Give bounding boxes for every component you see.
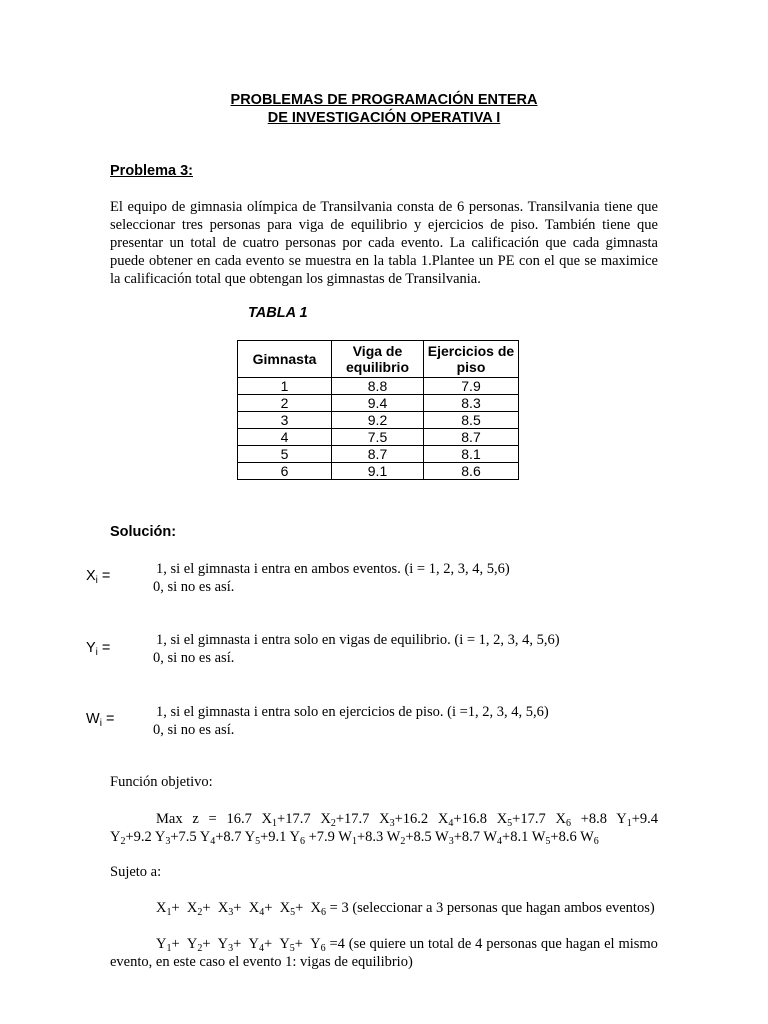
table-caption: TABLA 1 bbox=[248, 305, 308, 321]
table-row bbox=[238, 395, 519, 412]
definition-label-x bbox=[86, 568, 110, 584]
table-row bbox=[238, 412, 519, 429]
equals-sign: = bbox=[101, 711, 115, 727]
constraint-2: $Y_1+ Y_2+ Y_3+ Y_4+ Y_5+ Y_6 =4$ (se quiere un total de 4 personas que hagan el mismo evento, en este caso el evento 1: vigas de equilibrio) bbox=[110, 936, 658, 970]
table-header-gimnasta: Gimnasta bbox=[238, 341, 332, 378]
variable-subscript: i bbox=[95, 647, 98, 658]
variable-subscript: i bbox=[95, 575, 98, 586]
table-cell: 6 bbox=[238, 463, 332, 480]
table-header-row bbox=[238, 341, 519, 378]
objective-label: Función objetivo: bbox=[110, 774, 213, 790]
variable-name: X bbox=[86, 568, 96, 584]
table-cell: 3 bbox=[238, 412, 332, 429]
variable-name: W bbox=[86, 711, 100, 727]
objective-function: Max z = 16.7 $X_1+17.7$ $X_2+17.7$ $X_3+16.2$ $X_4+16.8$ $X_5+17.7$ $X_6 +8.8$ $Y_1+9.4$ $Y_2+9.2$ $Y_3+7.5$ $Y_4+8.7$ $Y_5+9.1$ $Y_6 +7.9$ $W_1+8.3$ $W_2+8.5$ $W_3+8.7$ $W_4+8.1$ $W_5+8.6$ $W_6$ bbox=[110, 811, 658, 847]
table-header-viga: Viga de equilibrio bbox=[332, 341, 424, 378]
variable-name: Y bbox=[86, 640, 96, 656]
table-row bbox=[238, 463, 519, 480]
table-cell: 8.5 bbox=[424, 412, 519, 429]
subject-to-label: Sujeto a: bbox=[110, 864, 162, 880]
table-header-piso: Ejercicios de piso bbox=[424, 341, 519, 378]
table-cell: 9.4 bbox=[332, 395, 424, 412]
definition-label-w bbox=[86, 711, 114, 727]
table-cell: 8.1 bbox=[424, 446, 519, 463]
table-cell: 8.7 bbox=[332, 446, 424, 463]
definition-w-line-2: 0, si no es así. bbox=[153, 722, 235, 738]
table-cell: 2 bbox=[238, 395, 332, 412]
definition-label-y bbox=[86, 640, 110, 656]
scores-table bbox=[237, 340, 519, 480]
problem-heading: Problema 3: bbox=[110, 163, 193, 179]
table-cell: 1 bbox=[238, 378, 332, 395]
table-cell: 8.6 bbox=[424, 463, 519, 480]
table-cell: 7.9 bbox=[424, 378, 519, 395]
table-cell: 8.8 bbox=[332, 378, 424, 395]
table-cell: 8.7 bbox=[424, 429, 519, 446]
definition-x-line-1: 1, si el gimnasta i entra en ambos eventos. (i = 1, 2, 3, 4, 5,6) bbox=[156, 561, 510, 577]
definition-y-line-2: 0, si no es así. bbox=[153, 650, 235, 666]
definition-w-line-1: 1, si el gimnasta i entra solo en ejercicios de piso. (i =1, 2, 3, 4, 5,6) bbox=[156, 704, 549, 720]
table-cell: 7.5 bbox=[332, 429, 424, 446]
equals-sign: = bbox=[97, 568, 111, 584]
variable-subscript: i bbox=[99, 718, 102, 729]
problem-statement: El equipo de gimnasia olímpica de Transilvania consta de 6 personas. Transilvania tiene que seleccionar tres personas para viga de equilibrio y ejercicios de piso. También tiene que presentar un total de cuatro personas por cada evento. La calificación que cada gimnasta puede obtener en cada evento se muestra en la tabla 1.Plantee un PE con el que se maximice la calificación total que obtengan los gimnastas de Transilvania. bbox=[110, 199, 658, 287]
definition-y-line-1: 1, si el gimnasta i entra solo en vigas de equilibrio. (i = 1, 2, 3, 4, 5,6) bbox=[156, 632, 560, 648]
table-cell: 5 bbox=[238, 446, 332, 463]
constraint-1: $X_1+ X_2+ X_3+ X_4+ X_5+ X_6 = 3$ (seleccionar a 3 personas que hagan ambos eventos) bbox=[156, 900, 655, 918]
table-row bbox=[238, 429, 519, 446]
table-cell: 8.3 bbox=[424, 395, 519, 412]
document-title-line-2: DE INVESTIGACIÓN OPERATIVA I bbox=[267, 110, 501, 126]
solution-heading: Solución: bbox=[110, 524, 177, 540]
table-cell: 9.1 bbox=[332, 463, 424, 480]
definition-x-line-2: 0, si no es así. bbox=[153, 579, 235, 595]
table-cell: 9.2 bbox=[332, 412, 424, 429]
table-cell: 4 bbox=[238, 429, 332, 446]
table-row bbox=[238, 446, 519, 463]
equals-sign: = bbox=[97, 640, 111, 656]
document-title-line-1: PROBLEMAS DE PROGRAMACIÓN ENTERA bbox=[230, 92, 538, 108]
table-row bbox=[238, 378, 519, 395]
